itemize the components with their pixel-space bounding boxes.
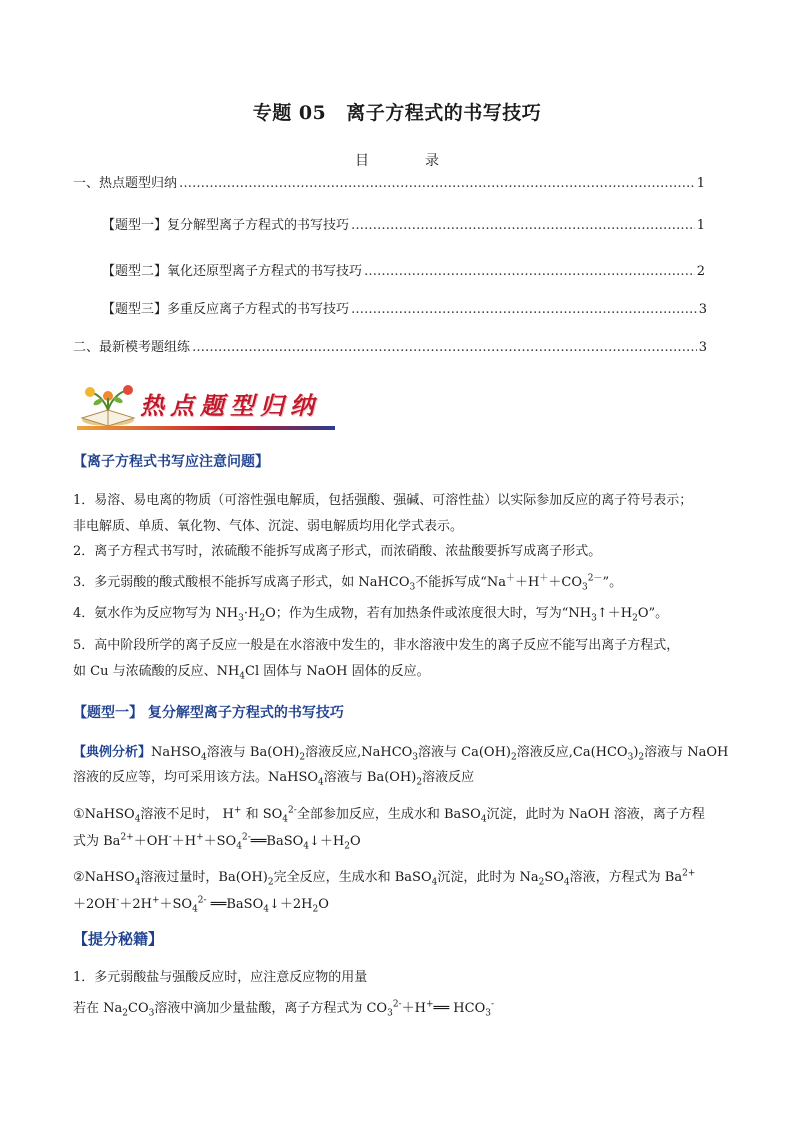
toc-item-1[interactable]: 一、热点题型归纳 …………………………………………………………………………………………………………………………………………………………………………………………………………… 1 (73, 172, 705, 191)
notes-heading: 【离子方程式书写应注意问题】 (73, 454, 269, 470)
note-5: 5．高中阶段所学的离子反应一般是在水溶液中发生的，非水溶液中发生的离子反应不能写出离子方程式， 如 Cu 与浓硫酸的反应、$NH_4Cl$ 固体与 NaOH 固体的反应。 (73, 638, 680, 682)
tips-1: 1．多元弱酸盐与强酸反应时，应注意反应物的用量 (73, 970, 368, 985)
tips-2: 若在 $Na_2CO_3$溶液中滴加少量盐酸，离子方程式为 $CO_3^{2-}+H^+══$ $HCO_3^-$ (73, 999, 495, 1019)
tips-heading: 【提分秘籍】 (73, 930, 164, 948)
type1-case-2: ②NaHSO$_4$溶液过量时，$Ba(OH)_2$完全反应，生成水和 BaSO$_4$沉淀，此时为 $Na_2SO_4$溶液，方程式为 $Ba^{2+}$ $+2OH^-+2H^++SO_4^{2-}$ $══BaSO_4↓+2H_2O$ (73, 868, 696, 915)
type1-example: 【典例分析】NaHSO$_4$溶液与 $Ba(OH)_2$溶液反应,NaHCO$_3$溶液与 $Ca(OH)_2$溶液反应$,Ca(HCO_3)_2$溶液与 NaOH 溶液的反应等，均可采用该方法。NaHSO$_4$溶液与 $Ba(OH)_2$溶液反应 (73, 745, 729, 788)
note-3: 3．多元弱酸的酸式酸根不能拆写成离子形式，如 NaHCO$_3$不能拆写成“$Na^++H^++CO_3^{2-}$”。 (73, 573, 623, 593)
toc-item-5[interactable]: 二、最新模考题组练 …………………………………………………………………………………………………………………………………………………………………………………………………………… 3 (73, 336, 707, 355)
toc-item-4[interactable]: 【题型三】多重反应离子方程式的书写技巧 …………………………………………………………………………………………………………………………………………………………………………………………………………… 3 (102, 298, 707, 317)
type1-case-1: ①NaHSO$_4$溶液不足时， H+ 和 $SO_4^{2-}$全部参加反应，生成水和 BaSO$_4$沉淀，此时为 NaOH 溶液，离子方程 式为 $Ba^{2+}+OH^-+H^++SO_4^{2-}══BaSO_4↓+H_2O$ (73, 805, 705, 852)
page-title: 专题 05 离子方程式的书写技巧 (252, 102, 542, 124)
book-plant-icon (74, 382, 144, 430)
toc-item-2[interactable]: 【题型一】复分解型离子方程式的书写技巧 …………………………………………………………………………………………………………………………………………………………………………………………………………… 1 (102, 214, 705, 233)
note-1: 1．易溶、易电离的物质（可溶性强电解质，包括强酸、强碱、可溶性盐）以实际参加反应的离子符号表示； 非电解质、单质、氧化物、气体、沉淀、弱电解质均用化学式表示。 (73, 493, 693, 534)
banner-rule (77, 426, 335, 430)
banner-title: 热点题型归纳 (140, 391, 320, 420)
note-4: 4．氨水作为反应物写为 $NH_3\cdot H_2O$；作为生成物，若有加热条件或浓度很大时，写为“$NH_3↑+H_2O$”。 (73, 606, 669, 624)
toc-item-3[interactable]: 【题型二】氧化还原型离子方程式的书写技巧 …………………………………………………………………………………………………………………………………………………………………………………………………………… 2 (102, 260, 705, 279)
toc-heading: 目 录 (355, 153, 439, 169)
type1-heading: 【题型一】 复分解型离子方程式的书写技巧 (73, 705, 344, 721)
note-2: 2．离子方程式书写时，浓硫酸不能拆写成离子形式，而浓硝酸、浓盐酸要拆写成离子形式。 (73, 544, 602, 559)
